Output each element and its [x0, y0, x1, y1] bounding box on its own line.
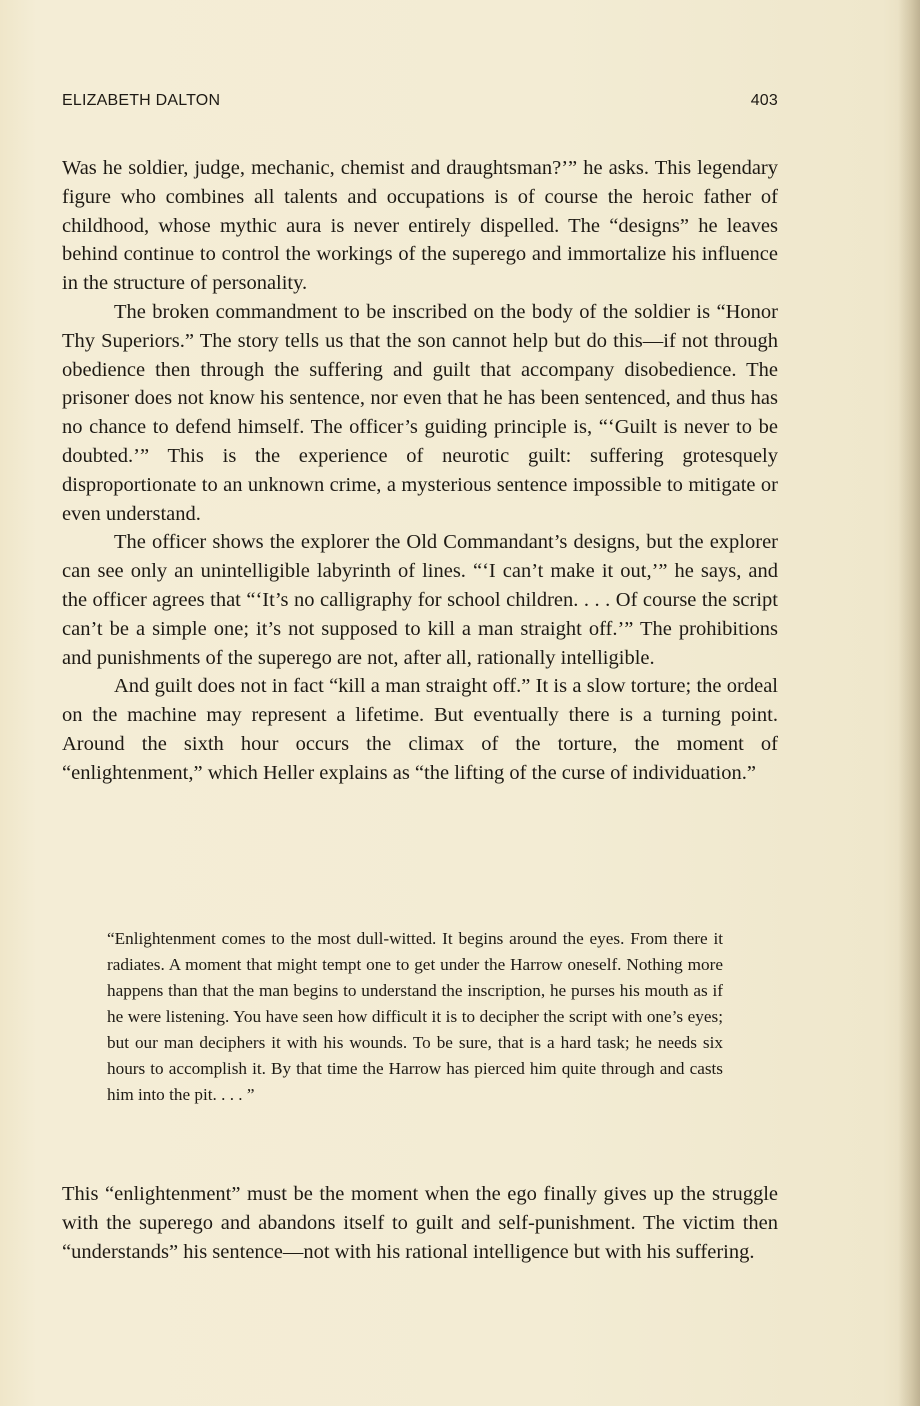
running-head: ELIZABETH DALTON — [62, 92, 221, 109]
paragraph-continued: Was he soldier, judge, mechanic, chemist and draughtsman?’” he asks. This legendary figure who combines all talents and occupations is of course the heroic father of childhood, whose mythic aura is never entirely dispelled. The “designs” he leaves behind continue to control the workings of the superego and immortalize his influence in the structure of personality. — [62, 157, 778, 295]
body-text — [62, 154, 778, 788]
block-quote-text: “Enlightenment comes to the most dull-witted. It begins around the eyes. From there it radiates. A moment that might tempt one to get under the Harrow oneself. Nothing more happens than that the man begins to understand the inscription, he purses his mouth as if he were listening. You have seen how difficult it is to decipher the script with one’s eyes; but our man deciphers it with his wounds. To be sure, that is a hard task; he needs six hours to accomplish it. By that time the Harrow has pierced him quite through and casts him into the pit. . . . ” — [107, 929, 723, 1104]
paragraph: And guilt does not in fact “kill a man straight off.” It is a slow torture; the ordeal on the machine may represent a lifetime. But eventually there is a turning point. Around the sixth hour occurs the climax of the torture, the moment of “enlightenment,” which Heller explains as “the lifting of the curse of individuation.” — [62, 675, 778, 784]
block-quote — [107, 926, 723, 1108]
page-number: 403 — [750, 92, 778, 109]
paragraph: The officer shows the explorer the Old Commandant’s designs, but the explorer can see only an unintelligible labyrinth of lines. “‘I can’t make it out,’” he says, and the officer agrees that “‘It’s no calligraphy for school children. . . . Of course the script can’t be a simple one; it’s not supposed to kill a man straight off.’” The prohibitions and punishments of the superego are not, after all, rationally intelligible. — [62, 531, 778, 669]
closing-text — [62, 1180, 778, 1266]
paragraph: This “enlightenment” must be the moment when the ego finally gives up the struggle with the superego and abandons itself to guilt and self-punishment. The victim then “understands” his sentence—not with his rational intelligence but with his suffering. — [62, 1183, 778, 1263]
paragraph: The broken commandment to be inscribed on the body of the soldier is “Honor Thy Superiors.” The story tells us that the son cannot help but do this—if not through obedience then through the suffering and guilt that accompany disobedience. The prisoner does not know his sentence, nor even that he has been sentenced, and thus has no chance to defend himself. The officer’s guiding principle is, “‘Guilt is never to be doubted.’” This is the experience of neurotic guilt: suffering grotesquely disproportionate to an unknown crime, a mysterious sentence impossible to mitigate or even understand. — [62, 300, 778, 525]
page-header — [62, 92, 778, 116]
page-spine-shadow — [898, 0, 920, 1406]
